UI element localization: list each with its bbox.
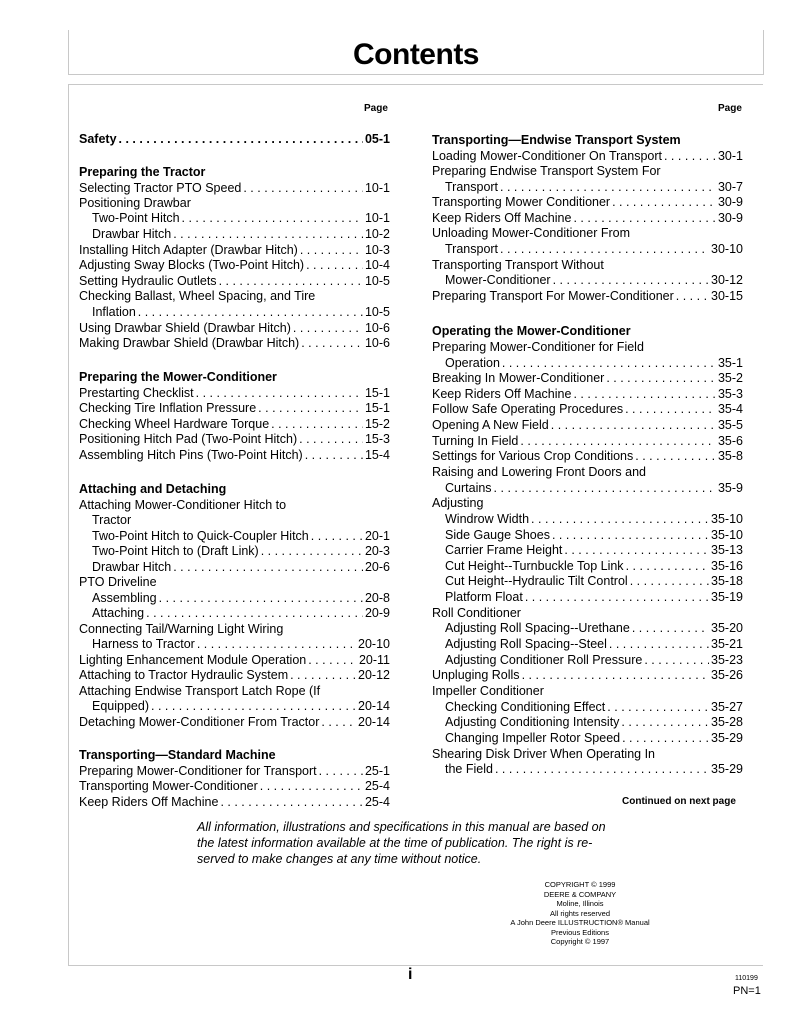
toc-entry bbox=[79, 431, 390, 447]
toc-leader-dots bbox=[552, 527, 709, 543]
toc-entry-page: 20-14 bbox=[358, 715, 390, 729]
toc-leader-dots bbox=[494, 480, 716, 496]
toc-leader-dots bbox=[621, 714, 709, 730]
toc-entry bbox=[79, 164, 390, 180]
toc-entry bbox=[432, 511, 743, 527]
toc-entry-page: 25-1 bbox=[364, 764, 390, 778]
toc-entry bbox=[432, 620, 743, 636]
toc-leader-dots bbox=[664, 148, 716, 164]
document-code: 110199 bbox=[735, 975, 758, 982]
toc-entry-page: 35-26 bbox=[711, 668, 743, 682]
toc-entry bbox=[432, 558, 743, 574]
toc-entry bbox=[79, 481, 390, 497]
toc-entry bbox=[432, 241, 743, 257]
toc-entry bbox=[432, 179, 743, 195]
toc-entry-page: 15-1 bbox=[364, 386, 390, 400]
toc-entry bbox=[79, 400, 390, 416]
toc-entry-label: Attaching bbox=[92, 606, 145, 620]
toc-leader-dots bbox=[622, 730, 709, 746]
toc-leader-dots bbox=[182, 210, 363, 226]
toc-entry-label: Roll Conditioner bbox=[432, 606, 521, 620]
toc-leader-dots bbox=[173, 226, 363, 242]
toc-leader-dots bbox=[258, 400, 363, 416]
toc-leader-dots bbox=[630, 573, 709, 589]
toc-leader-dots bbox=[676, 288, 709, 304]
toc-leader-dots bbox=[551, 417, 716, 433]
toc-entry bbox=[79, 714, 390, 730]
toc-entry bbox=[79, 385, 390, 401]
copyright-line: Previous Editions bbox=[551, 927, 609, 937]
toc-entry bbox=[432, 746, 743, 762]
toc-entry-label: Assembling bbox=[92, 591, 157, 605]
toc-entry-label: Adjusting Conditioner Roll Pressure bbox=[445, 653, 643, 667]
toc-entry bbox=[432, 589, 743, 605]
toc-entry bbox=[79, 273, 390, 289]
toc-leader-dots bbox=[500, 241, 709, 257]
toc-entry bbox=[79, 512, 390, 528]
toc-entry-label: Preparing the Tractor bbox=[79, 165, 206, 179]
toc-entry-page: 25-4 bbox=[364, 795, 390, 809]
toc-entry bbox=[79, 747, 390, 763]
toc-entry bbox=[79, 605, 390, 621]
toc-leader-dots bbox=[564, 542, 709, 558]
toc-leader-dots bbox=[319, 763, 363, 779]
toc-leader-dots bbox=[573, 210, 716, 226]
toc-entry bbox=[79, 320, 390, 336]
toc-leader-dots bbox=[607, 699, 709, 715]
toc-leader-dots bbox=[261, 543, 363, 559]
toc-entry bbox=[432, 464, 743, 480]
toc-leader-dots bbox=[520, 433, 716, 449]
toc-entry bbox=[432, 761, 743, 777]
toc-entry-page: 35-2 bbox=[717, 371, 743, 385]
toc-entry-label: Inflation bbox=[92, 305, 136, 319]
copyright-block bbox=[500, 880, 660, 947]
toc-entry-label: Preparing the Mower-Conditioner bbox=[79, 370, 277, 384]
toc-entry bbox=[432, 339, 743, 355]
toc-entry-label: Preparing Endwise Transport System For bbox=[432, 164, 661, 178]
toc-entry bbox=[79, 543, 390, 559]
toc-leader-dots bbox=[531, 511, 709, 527]
toc-entry bbox=[432, 417, 743, 433]
toc-entry-page: 35-21 bbox=[711, 637, 743, 651]
toc-entry bbox=[432, 386, 743, 402]
toc-entry bbox=[79, 763, 390, 779]
toc-entry-label: Adjusting Roll Spacing--Steel bbox=[445, 637, 607, 651]
toc-entry bbox=[79, 528, 390, 544]
toc-entry-label: Positioning Hitch Pad (Two-Point Hitch) bbox=[79, 432, 298, 446]
copyright-line: Moline, Illinois bbox=[556, 899, 604, 908]
toc-entry-page: 15-3 bbox=[364, 432, 390, 446]
disclaimer-line: served to make changes at any time without notice. bbox=[197, 852, 482, 866]
toc-entry-page: 20-8 bbox=[364, 591, 390, 605]
toc-entry bbox=[432, 652, 743, 668]
copyright-line: A John Deere ILLUSTRUCTION® Manual bbox=[510, 918, 650, 927]
toc-entry-label: Preparing Mower-Conditioner for Field bbox=[432, 340, 644, 354]
toc-entry bbox=[432, 272, 743, 288]
toc-entry-page: 10-1 bbox=[364, 181, 390, 195]
toc-entry-label: Unpluging Rolls bbox=[432, 668, 520, 682]
page-number: i bbox=[408, 966, 413, 983]
toc-leader-dots bbox=[146, 605, 363, 621]
toc-entry bbox=[79, 288, 390, 304]
pn-label: PN=1 bbox=[733, 985, 761, 997]
toc-entry-label: Keep Riders Off Machine bbox=[432, 211, 572, 225]
toc-entry-page: 35-1 bbox=[717, 356, 743, 370]
toc-entry-label: Equipped) bbox=[92, 699, 149, 713]
toc-entry-page: 10-4 bbox=[364, 258, 390, 272]
toc-entry-label: Checking Wheel Hardware Torque bbox=[79, 417, 270, 431]
toc-entry-label: Side Gauge Shoes bbox=[445, 528, 550, 542]
toc-leader-dots bbox=[299, 431, 363, 447]
title-box bbox=[68, 30, 764, 75]
toc-leader-dots bbox=[502, 355, 716, 371]
toc-entry-page: 10-2 bbox=[364, 227, 390, 241]
toc-entry-label: Carrier Frame Height bbox=[445, 543, 563, 557]
toc-entry bbox=[79, 590, 390, 606]
toc-leader-dots bbox=[525, 589, 709, 605]
toc-entry bbox=[79, 497, 390, 513]
toc-leader-dots bbox=[196, 385, 363, 401]
toc-entry-label: Transport bbox=[445, 242, 499, 256]
toc-entry-label: Follow Safe Operating Procedures bbox=[432, 402, 624, 416]
toc-leader-dots bbox=[553, 272, 709, 288]
toc-entry-label: Transport bbox=[445, 180, 499, 194]
toc-entry-page: 15-2 bbox=[364, 417, 390, 431]
toc-entry-page: 20-12 bbox=[358, 668, 390, 682]
toc-leader-dots bbox=[644, 652, 709, 668]
toc-leader-dots bbox=[290, 667, 356, 683]
toc-leader-dots bbox=[243, 180, 363, 196]
disclaimer-line: All information, illustrations and specifications in this manual are based on bbox=[197, 820, 606, 834]
toc-entry-label: Transporting Mower-Conditioner bbox=[79, 779, 258, 793]
toc-entry-page: 35-20 bbox=[711, 621, 743, 635]
copyright-line: Copyright © 1997 bbox=[550, 937, 610, 946]
toc-entry bbox=[79, 667, 390, 683]
toc-entry-page: 30-9 bbox=[717, 195, 743, 209]
toc-entry bbox=[432, 730, 743, 746]
toc-entry-label: Checking Ballast, Wheel Spacing, and Tire bbox=[79, 289, 316, 303]
toc-entry bbox=[79, 698, 390, 714]
toc-entry bbox=[432, 683, 743, 699]
toc-leader-dots bbox=[635, 448, 716, 464]
toc-entry-page: 10-5 bbox=[364, 305, 390, 319]
toc-entry bbox=[432, 605, 743, 621]
toc-entry-page: 35-27 bbox=[711, 700, 743, 714]
toc-entry-page: 35-28 bbox=[711, 715, 743, 729]
toc-leader-dots bbox=[311, 528, 363, 544]
toc-entry bbox=[432, 163, 743, 179]
toc-entry-label: the Field bbox=[445, 762, 493, 776]
toc-entry-label: Attaching Mower-Conditioner Hitch to bbox=[79, 498, 287, 512]
toc-entry-label: Safety bbox=[79, 132, 117, 146]
toc-leader-dots bbox=[138, 304, 363, 320]
toc-entry-label: Attaching Endwise Transport Latch Rope (If bbox=[79, 684, 321, 698]
toc-entry-label: Transporting Transport Without bbox=[432, 258, 604, 272]
toc-entry-page: 15-1 bbox=[364, 401, 390, 415]
toc-entry bbox=[432, 288, 743, 304]
toc-entry-label: Assembling Hitch Pins (Two-Point Hitch) bbox=[79, 448, 303, 462]
toc-entry-label: Adjusting Conditioning Intensity bbox=[445, 715, 620, 729]
toc-leader-dots bbox=[632, 620, 709, 636]
toc-entry-page: 35-18 bbox=[711, 574, 743, 588]
toc-entry bbox=[432, 667, 743, 683]
toc-entry bbox=[79, 652, 390, 668]
toc-entry-label: Turning In Field bbox=[432, 434, 519, 448]
toc-entry bbox=[79, 369, 390, 385]
toc-leader-dots bbox=[609, 636, 709, 652]
toc-entry-label: Settings for Various Crop Conditions bbox=[432, 449, 634, 463]
toc-entry-label: Prestarting Checklist bbox=[79, 386, 194, 400]
toc-entry bbox=[79, 242, 390, 258]
toc-leader-dots bbox=[220, 794, 363, 810]
toc-entry-page: 35-5 bbox=[717, 418, 743, 432]
toc-entry-page: 35-13 bbox=[711, 543, 743, 557]
disclaimer bbox=[197, 819, 637, 867]
toc-entry bbox=[432, 495, 743, 511]
toc-entry-page: 20-9 bbox=[364, 606, 390, 620]
toc-leader-dots bbox=[151, 698, 356, 714]
toc-entry-page: 15-4 bbox=[364, 448, 390, 462]
toc-entry-page: 10-6 bbox=[364, 321, 390, 335]
toc-entry-label: Attaching and Detaching bbox=[79, 482, 227, 496]
toc-entry-label: Impeller Conditioner bbox=[432, 684, 544, 698]
toc-entry-page: 30-1 bbox=[717, 149, 743, 163]
toc-leader-dots bbox=[573, 386, 716, 402]
toc-leader-dots bbox=[219, 273, 363, 289]
toc-entry-page: 25-4 bbox=[364, 779, 390, 793]
toc-leader-dots bbox=[306, 257, 363, 273]
copyright-line: All rights reserved bbox=[549, 908, 611, 918]
toc-entry bbox=[79, 683, 390, 699]
toc-entry bbox=[432, 370, 743, 386]
toc-entry-page: 20-11 bbox=[358, 653, 390, 667]
copyright-line: COPYRIGHT © 1999 bbox=[544, 880, 616, 889]
toc-entry bbox=[79, 621, 390, 637]
toc-entry-label: Transporting Mower Conditioner bbox=[432, 195, 611, 209]
toc-entry-page: 30-9 bbox=[717, 211, 743, 225]
toc-entry bbox=[432, 714, 743, 730]
toc-entry-label: Mower-Conditioner bbox=[445, 273, 551, 287]
toc-entry-label: Adjusting Roll Spacing--Urethane bbox=[445, 621, 630, 635]
toc-leader-dots bbox=[197, 636, 356, 652]
toc-entry-label: Changing Impeller Rotor Speed bbox=[445, 731, 621, 745]
toc-entry bbox=[432, 480, 743, 496]
toc-entry-label: Tractor bbox=[92, 513, 132, 527]
toc-leader-dots bbox=[625, 401, 716, 417]
toc-entry bbox=[432, 225, 743, 241]
toc-entry-label: Two-Point Hitch bbox=[92, 211, 180, 225]
toc-entry-label: Lighting Enhancement Module Operation bbox=[79, 653, 307, 667]
toc-entry bbox=[79, 447, 390, 463]
toc-entry-page: 35-3 bbox=[717, 387, 743, 401]
toc-entry bbox=[79, 131, 390, 147]
toc-entry-label: Keep Riders Off Machine bbox=[79, 795, 219, 809]
toc-entry-page: 35-29 bbox=[711, 731, 743, 745]
toc-entry bbox=[432, 132, 743, 148]
toc-entry-page: 35-6 bbox=[717, 434, 743, 448]
toc-leader-dots bbox=[293, 320, 363, 336]
toc-leader-dots bbox=[522, 667, 709, 683]
toc-leader-dots bbox=[119, 131, 363, 147]
toc-entry-label: Setting Hydraulic Outlets bbox=[79, 274, 217, 288]
toc-entry-label: Two-Point Hitch to (Draft Link) bbox=[92, 544, 259, 558]
toc-entry bbox=[79, 195, 390, 211]
toc-entry-label: Opening A New Field bbox=[432, 418, 549, 432]
toc-entry-label: Curtains bbox=[445, 481, 492, 495]
toc-entry bbox=[79, 574, 390, 590]
toc-entry-label: Transporting—Standard Machine bbox=[79, 748, 276, 762]
toc-leader-dots bbox=[308, 652, 357, 668]
page-column-label-right: Page bbox=[718, 103, 742, 114]
toc-entry-label: Installing Hitch Adapter (Drawbar Hitch) bbox=[79, 243, 298, 257]
toc-entry-page: 10-1 bbox=[364, 211, 390, 225]
toc-entry-label: Windrow Width bbox=[445, 512, 530, 526]
toc-entry-label: Making Drawbar Shield (Drawbar Hitch) bbox=[79, 336, 300, 350]
toc-entry-page: 20-1 bbox=[364, 529, 390, 543]
toc-entry bbox=[79, 794, 390, 810]
toc-leader-dots bbox=[495, 761, 709, 777]
toc-entry-page: 35-16 bbox=[711, 559, 743, 573]
toc-entry-page: 20-10 bbox=[358, 637, 390, 651]
toc-entry bbox=[432, 573, 743, 589]
toc-entry-page: 35-4 bbox=[717, 402, 743, 416]
toc-entry-label: Drawbar Hitch bbox=[92, 560, 172, 574]
toc-entry-label: Adjusting Sway Blocks (Two-Point Hitch) bbox=[79, 258, 305, 272]
toc-entry-page: 35-10 bbox=[711, 512, 743, 526]
toc-entry bbox=[432, 636, 743, 652]
toc-entry-page: 35-8 bbox=[717, 449, 743, 463]
toc-entry-label: Selecting Tractor PTO Speed bbox=[79, 181, 242, 195]
toc-entry-page: 20-6 bbox=[364, 560, 390, 574]
toc-entry-label: Drawbar Hitch bbox=[92, 227, 172, 241]
toc-entry-label: Breaking In Mower-Conditioner bbox=[432, 371, 605, 385]
toc-entry-page: 05-1 bbox=[364, 132, 390, 146]
toc-entry-page: 35-29 bbox=[711, 762, 743, 776]
toc-entry bbox=[432, 527, 743, 543]
toc-entry-label: Platform Float bbox=[445, 590, 523, 604]
toc-entry bbox=[79, 559, 390, 575]
toc-entry bbox=[432, 699, 743, 715]
toc-entry-page: 10-5 bbox=[364, 274, 390, 288]
toc-leader-dots bbox=[606, 370, 716, 386]
toc-entry-label: Transporting—Endwise Transport System bbox=[432, 133, 681, 147]
toc-entry-page: 35-9 bbox=[717, 481, 743, 495]
toc-entry-label: Preparing Mower-Conditioner for Transport bbox=[79, 764, 317, 778]
toc-leader-dots bbox=[300, 242, 363, 258]
continued-note: Continued on next page bbox=[622, 796, 736, 807]
toc-entry-label: Connecting Tail/Warning Light Wiring bbox=[79, 622, 284, 636]
toc-entry bbox=[79, 257, 390, 273]
toc-entry-label: Cut Height--Turnbuckle Top Link bbox=[445, 559, 624, 573]
page-title: Contents bbox=[353, 38, 479, 71]
toc-entry bbox=[79, 210, 390, 226]
toc-entry bbox=[79, 778, 390, 794]
disclaimer-line: the latest information available at the time of publication. The right is re- bbox=[197, 836, 593, 850]
toc-leader-dots bbox=[612, 194, 716, 210]
toc-leader-dots bbox=[321, 714, 356, 730]
toc-entry-label: Operation bbox=[445, 356, 500, 370]
toc-entry-label: Unloading Mower-Conditioner From bbox=[432, 226, 630, 240]
toc-entry-page: 20-3 bbox=[364, 544, 390, 558]
toc-entry-label: PTO Driveline bbox=[79, 575, 157, 589]
toc-entry-page: 30-15 bbox=[711, 289, 743, 303]
page-column-label-left: Page bbox=[364, 103, 388, 114]
toc-entry-label: Checking Conditioning Effect bbox=[445, 700, 606, 714]
toc-entry-label: Shearing Disk Driver When Operating In bbox=[432, 747, 656, 761]
toc-entry-label: Checking Tire Inflation Pressure bbox=[79, 401, 257, 415]
toc-entry-label: Raising and Lowering Front Doors and bbox=[432, 465, 647, 479]
copyright-line: DEERE & COMPANY bbox=[543, 889, 617, 899]
toc-entry-page: 35-10 bbox=[711, 528, 743, 542]
toc-entry-page: 35-23 bbox=[711, 653, 743, 667]
toc-entry-page: 20-14 bbox=[358, 699, 390, 713]
toc-entry-label: Two-Point Hitch to Quick-Coupler Hitch bbox=[92, 529, 309, 543]
toc-leader-dots bbox=[159, 590, 363, 606]
toc-entry-page: 35-19 bbox=[711, 590, 743, 604]
toc-entry-page: 30-7 bbox=[717, 180, 743, 194]
toc-entry-page: 10-3 bbox=[364, 243, 390, 257]
toc-entry bbox=[432, 323, 743, 339]
toc-entry bbox=[79, 226, 390, 242]
toc-entry bbox=[79, 636, 390, 652]
toc-leader-dots bbox=[626, 558, 709, 574]
toc-entry bbox=[432, 448, 743, 464]
toc-entry bbox=[432, 542, 743, 558]
toc-leader-dots bbox=[305, 447, 363, 463]
toc-entry-label: Harness to Tractor bbox=[92, 637, 195, 651]
toc-entry bbox=[432, 355, 743, 371]
toc-entry bbox=[79, 304, 390, 320]
toc-entry bbox=[432, 433, 743, 449]
toc-entry bbox=[432, 194, 743, 210]
toc-leader-dots bbox=[301, 335, 363, 351]
toc-leader-dots bbox=[260, 778, 363, 794]
toc-entry-label: Detaching Mower-Conditioner From Tractor bbox=[79, 715, 320, 729]
toc-entry bbox=[79, 335, 390, 351]
toc-entry-label: Attaching to Tractor Hydraulic System bbox=[79, 668, 289, 682]
toc-entry-label: Adjusting bbox=[432, 496, 484, 510]
toc-entry bbox=[432, 210, 743, 226]
toc-entry-label: Using Drawbar Shield (Drawbar Hitch) bbox=[79, 321, 291, 335]
toc-entry-label: Keep Riders Off Machine bbox=[432, 387, 572, 401]
toc-entry bbox=[79, 416, 390, 432]
toc-entry-label: Cut Height--Hydraulic Tilt Control bbox=[445, 574, 628, 588]
toc-entry bbox=[432, 148, 743, 164]
toc-entry-page: 10-6 bbox=[364, 336, 390, 350]
toc-entry bbox=[79, 180, 390, 196]
toc-entry-label: Positioning Drawbar bbox=[79, 196, 191, 210]
toc-entry-label: Preparing Transport For Mower-Conditioner bbox=[432, 289, 674, 303]
toc-entry-page: 30-12 bbox=[711, 273, 743, 287]
toc-leader-dots bbox=[500, 179, 716, 195]
toc-leader-dots bbox=[173, 559, 363, 575]
toc-entry-label: Loading Mower-Conditioner On Transport bbox=[432, 149, 662, 163]
toc-entry bbox=[432, 257, 743, 273]
toc-entry-page: 30-10 bbox=[711, 242, 743, 256]
toc-entry bbox=[432, 401, 743, 417]
toc-entry-label: Operating the Mower-Conditioner bbox=[432, 324, 631, 338]
toc-leader-dots bbox=[271, 416, 363, 432]
